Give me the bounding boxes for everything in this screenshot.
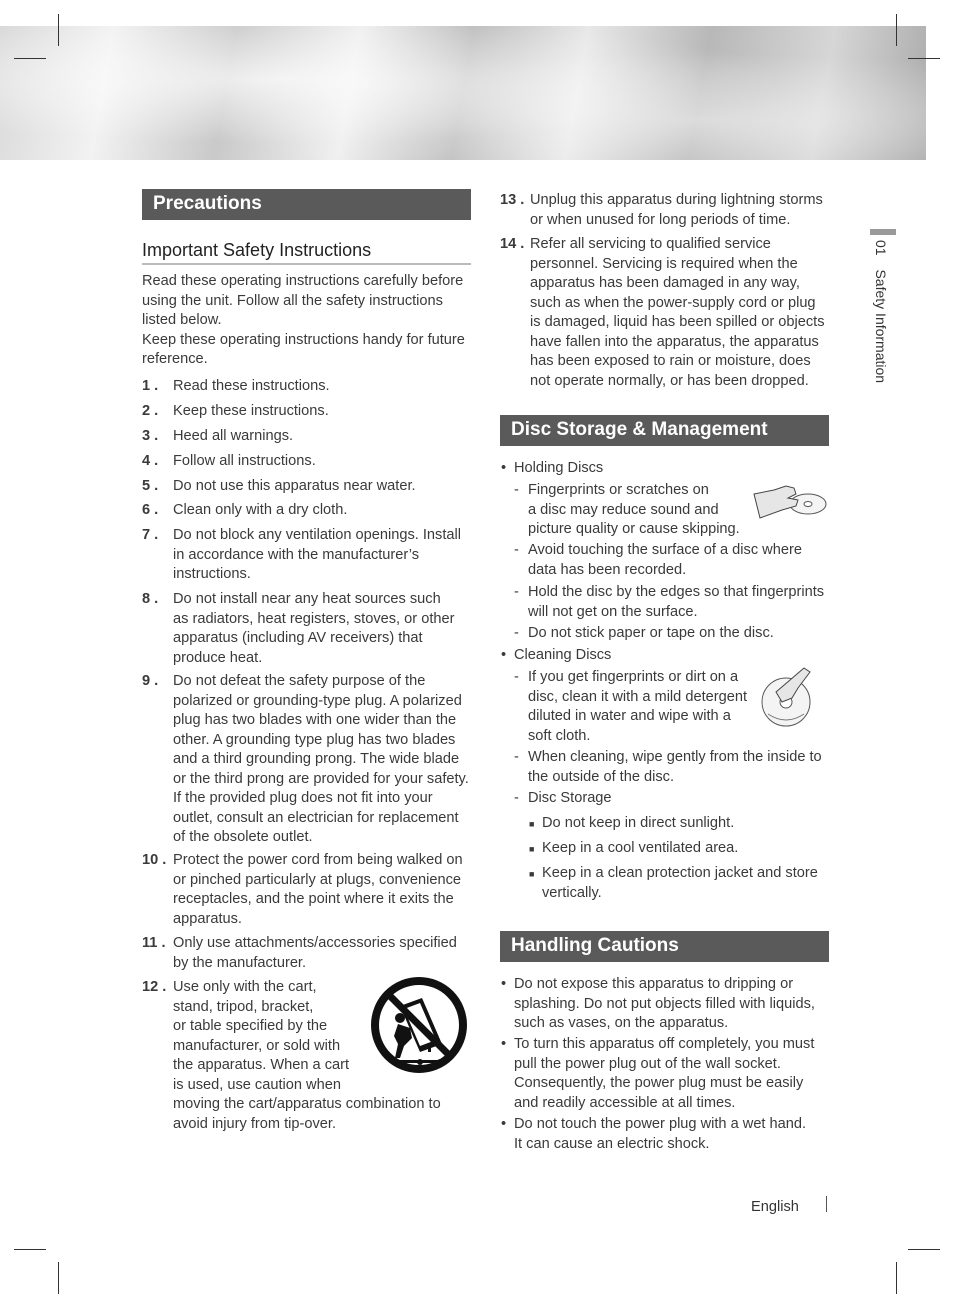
- footer-language: English: [751, 1199, 799, 1215]
- text-line: When cleaning, wipe gently from the inside to: [528, 749, 822, 765]
- list-number: 8 .: [142, 591, 159, 607]
- cleaning-disc-icon: [756, 662, 822, 728]
- text-line: Do not use this apparatus near water.: [173, 478, 416, 494]
- text-line: Unplug this apparatus during lightning storms: [530, 192, 823, 208]
- list-number: 6 .: [142, 502, 159, 518]
- dash: -: [514, 482, 519, 498]
- text-line: apparatus.: [173, 910, 242, 927]
- dash: -: [514, 669, 519, 685]
- text-line: other. A grounding type plug has two blades: [173, 731, 456, 748]
- text-line: disc, clean it with a mild detergent: [528, 688, 748, 705]
- text-line: outlet, consult an electrician for replacement: [173, 809, 459, 826]
- text-line: Do not touch the power plug with a wet hand.: [514, 1116, 807, 1132]
- text-line: not operate normally, or has been dropped.: [530, 372, 809, 389]
- section-tab-marker: [870, 229, 896, 235]
- handling-cautions-heading: Handling Cautions: [500, 931, 829, 962]
- header-banner: [0, 26, 926, 160]
- crop-mark: [58, 14, 59, 46]
- text-line: Hold the disc by the edges so that fingerprints: [528, 584, 825, 600]
- text-line: receptacles, and the point where it exits the: [173, 891, 454, 907]
- list-number: 5 .: [142, 478, 159, 494]
- text-line: or table specified by the: [173, 1018, 328, 1034]
- list-number: 7 .: [142, 527, 159, 543]
- bullet: •: [501, 647, 507, 663]
- text-line: in accordance with the manufacturer’s: [173, 546, 420, 563]
- crop-mark: [896, 14, 897, 46]
- text-line: or the third prong are provided for your safety.: [173, 770, 469, 787]
- text-line: and a third grounding prong. The wide blade: [173, 751, 460, 767]
- text-line: moving the cart/apparatus combination to: [173, 1096, 441, 1112]
- text-line: such as vases, on the apparatus.: [514, 1015, 729, 1031]
- text-line: If the provided plug does not fit into your: [173, 790, 433, 806]
- bullet: •: [501, 1116, 507, 1132]
- text-line: Do not expose this apparatus to dripping or: [514, 976, 794, 992]
- text-line: of the obsolete outlet.: [173, 829, 313, 845]
- text-line: splashing. Do not put objects filled with liquids,: [514, 995, 815, 1012]
- list-number: 4 .: [142, 453, 159, 469]
- text-line: or when unused for long periods of time.: [530, 211, 791, 228]
- list-item-text: [530, 235, 835, 391]
- holding-item: [528, 481, 753, 540]
- list-item-text: [173, 452, 473, 472]
- holding-item: [528, 583, 833, 622]
- storage-item: [542, 864, 837, 903]
- text-line: plug has two blades with one wider than the: [173, 712, 457, 728]
- section-name: Safety Information: [873, 269, 889, 384]
- text-line: Do not install near any heat sources such: [173, 591, 441, 607]
- list-number: 10 .: [142, 852, 167, 868]
- list-item-text: [173, 672, 473, 848]
- text-line: Consequently, the power plug must be easily: [514, 1075, 804, 1091]
- handling-item: [514, 975, 834, 1034]
- text-line: manufacturer, or sold with: [173, 1037, 341, 1054]
- list-number: 9 .: [142, 673, 159, 689]
- text-line: personnel. Servicing is required when the: [530, 255, 798, 272]
- text-line: vertically.: [542, 884, 602, 901]
- text-line: the outside of the disc.: [528, 768, 675, 785]
- text-line: Clean only with a dry cloth.: [173, 502, 348, 518]
- crop-mark: [58, 1262, 59, 1294]
- text-line: Do not defeat the safety purpose of the: [173, 673, 426, 689]
- square-bullet: ■: [529, 844, 535, 854]
- text-line: Only use attachments/accessories specified: [173, 935, 457, 951]
- storage-item: [542, 814, 837, 834]
- cleaning-item: [528, 668, 753, 746]
- hand-holding-disc-icon: [752, 482, 828, 522]
- crop-mark: [14, 1249, 46, 1250]
- text-line: Keep these instructions.: [173, 403, 329, 419]
- text-line: If you get fingerprints or dirt on a: [528, 669, 739, 685]
- text-line: is used, use caution when: [173, 1076, 341, 1093]
- text-line: It can cause an electric shock.: [514, 1135, 710, 1152]
- text-line: Follow all instructions.: [173, 453, 316, 469]
- crop-mark: [908, 1249, 940, 1250]
- list-item-text: [173, 590, 473, 668]
- text-line: Keep in a clean protection jacket and store: [542, 865, 818, 881]
- text-line: Refer all servicing to qualified service: [530, 236, 771, 252]
- text-line: soft cloth.: [528, 727, 591, 744]
- text-line: To turn this apparatus off completely, you must: [514, 1036, 815, 1052]
- text-line: will not get on the surface.: [528, 603, 698, 620]
- text-line: apparatus has been damaged in any way,: [530, 275, 800, 291]
- list-number: 14 .: [500, 236, 525, 252]
- storage-item: [542, 839, 837, 859]
- list-item-text: [173, 501, 473, 521]
- list-item-text: [530, 191, 835, 230]
- dash: -: [514, 625, 519, 641]
- list-number: 12 .: [142, 979, 167, 995]
- list-item-text: [173, 477, 473, 497]
- text-line: Do not keep in direct sunlight.: [542, 815, 735, 831]
- holding-discs-label: Holding Discs: [514, 460, 604, 476]
- text-line: instructions.: [173, 566, 251, 582]
- crop-mark: [14, 58, 46, 59]
- list-number: 2 .: [142, 403, 159, 419]
- list-number: 11 .: [142, 935, 166, 951]
- list-item-text: [173, 377, 473, 397]
- crop-mark: [896, 1262, 897, 1294]
- cleaning-item: [528, 748, 833, 787]
- cleaning-item: [528, 789, 833, 809]
- text-line: Disc Storage: [528, 790, 612, 806]
- precautions-heading: Precautions: [142, 189, 471, 220]
- text-line: Fingerprints or scratches on: [528, 482, 709, 498]
- text-line: as radiators, heat registers, stoves, or other: [173, 610, 455, 627]
- list-number: 3 .: [142, 428, 159, 444]
- text-line: is damaged, liquid has been spilled or objects: [530, 314, 825, 330]
- text-line: Do not block any ventilation openings. Install: [173, 527, 461, 543]
- dash: -: [514, 790, 519, 806]
- list-item-text: [173, 402, 473, 422]
- text-line: picture quality or cause skipping.: [528, 521, 740, 537]
- text-line: Read these instructions.: [173, 378, 330, 394]
- text-line: Protect the power cord from being walked on: [173, 852, 463, 868]
- intro-paragraph: Read these operating instructions carefully before using the unit. Follow all the safety instructions listed below. Keep these operating instructions handy for future reference.: [142, 273, 465, 367]
- bullet: •: [501, 1036, 507, 1052]
- text-line: Do not stick paper or tape on the disc.: [528, 625, 774, 641]
- crop-mark: [908, 58, 940, 59]
- text-line: diluted in water and wipe with a: [528, 708, 731, 724]
- cart-tip-over-warning-icon: [370, 976, 468, 1074]
- list-number: 13 .: [500, 192, 525, 208]
- list-item-text: [173, 427, 473, 447]
- text-line: apparatus (including AV receivers) that: [173, 630, 423, 646]
- text-line: polarized or grounding-type plug. A polarized: [173, 692, 462, 709]
- text-line: produce heat.: [173, 649, 263, 666]
- dash: -: [514, 584, 519, 600]
- list-item-text: [173, 934, 473, 973]
- bullet: •: [501, 460, 507, 476]
- text-line: Heed all warnings.: [173, 428, 294, 444]
- handling-item: [514, 1035, 834, 1113]
- section-label: [873, 240, 889, 383]
- text-line: Use only with the cart,: [173, 979, 317, 995]
- text-line: Keep in a cool ventilated area.: [542, 840, 739, 856]
- list-number: 1 .: [142, 378, 159, 394]
- bullet: •: [501, 976, 507, 992]
- text-line: and readily accessible at all times.: [514, 1094, 736, 1111]
- handling-item: [514, 1115, 834, 1154]
- text-line: have fallen into the apparatus, the apparatus: [530, 333, 819, 350]
- list-item-text: [173, 851, 473, 929]
- subheading-rule: [142, 263, 471, 265]
- disc-storage-heading: Disc Storage & Management: [500, 415, 829, 446]
- text-line: avoid injury from tip-over.: [173, 1115, 337, 1132]
- text-line: or pinched particularly at plugs, convenience: [173, 871, 461, 888]
- cleaning-discs-label: Cleaning Discs: [514, 647, 612, 663]
- dash: -: [514, 542, 519, 558]
- text-line: data has been recorded.: [528, 561, 687, 578]
- text-line: has been exposed to rain or moisture, does: [530, 353, 811, 369]
- safety-instructions-subheading: Important Safety Instructions: [142, 240, 372, 260]
- list-item-text: [173, 526, 473, 585]
- text-line: such as when the power-supply cord or plug: [530, 294, 816, 311]
- text-line: the apparatus. When a cart: [173, 1057, 350, 1073]
- text-line: a disc may reduce sound and: [528, 501, 719, 518]
- holding-item: [528, 624, 833, 644]
- dash: -: [514, 749, 519, 765]
- square-bullet: ■: [529, 819, 535, 829]
- text-line: Avoid touching the surface of a disc where: [528, 542, 802, 558]
- text-line: stand, tripod, bracket,: [173, 998, 314, 1015]
- text-line: by the manufacturer.: [173, 954, 307, 971]
- text-line: pull the power plug out of the wall socket.: [514, 1055, 781, 1072]
- holding-item: [528, 541, 833, 580]
- section-number: 01: [873, 240, 889, 256]
- square-bullet: ■: [529, 869, 535, 879]
- footer-divider: [826, 1196, 827, 1212]
